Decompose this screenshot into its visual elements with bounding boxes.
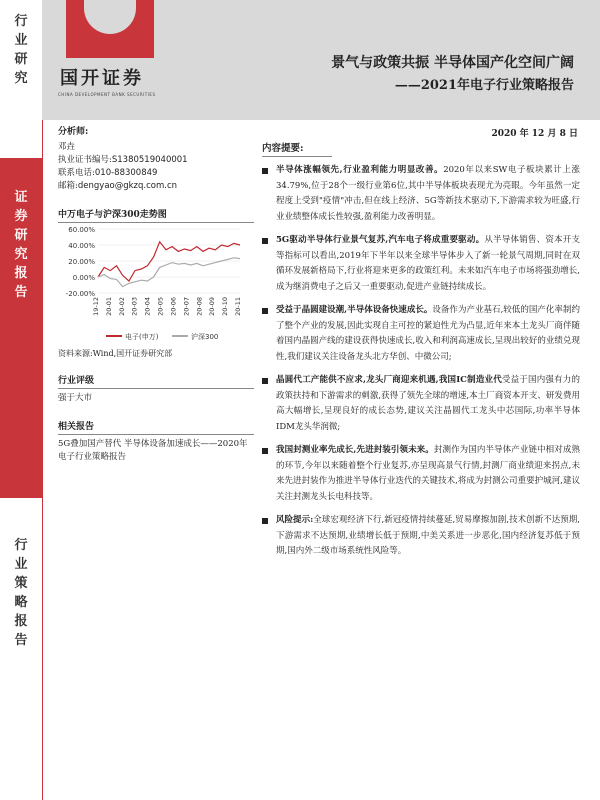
related-report[interactable]: 5G叠加国产替代 半导体设备加速成长——2020年电子行业策略报告 (58, 439, 248, 462)
analyst-heading: 分析师: (58, 127, 89, 137)
logo-text-en: CHINA DEVELOPMENT BANK SECURITIES (58, 92, 156, 97)
risk-bullet: 风险提示:全球宏观经济下行,新冠疫情持续蔓延,贸易摩擦加剧,技术创新不达预期,下游需求不达预期,业绩增长低于预期,中美关系进一步恶化,国内经济复苏低于预期,国内外二级市场系统性风险等。 (262, 513, 580, 560)
x-tick-label: 20-10 (221, 297, 230, 316)
rating-heading: 行业评级 (58, 373, 254, 389)
y-tick-label: 20.00% (68, 258, 95, 266)
report-title: 景气与政策共振 半导体国产化空间广阔 (331, 55, 574, 71)
left-column (58, 124, 254, 464)
x-tick-label: 20-04 (143, 297, 152, 316)
performance-chart (58, 223, 248, 343)
series-line (98, 258, 240, 287)
analyst-cert: 执业证书编号:S1380519040001 (58, 155, 188, 165)
y-tick-label: 60.00% (68, 226, 95, 234)
related-heading: 相关报告 (58, 419, 254, 435)
x-tick-label: 20-08 (195, 297, 204, 316)
analyst-email[interactable]: 邮箱:dengyao@gkzq.com.cn (58, 181, 178, 191)
summary-bullet: 受益于晶圆建设潮,半导体设备快速成长。设备作为产业基石,较低的国产化率制约了整个产业的发展,因此实现自主可控的紧迫性尤为凸显,近年来本土龙头厂商伴随着国内晶圆产线的建设获得快速成长,收入和利润高速成长,呈现出较好的业绩兑现性,我们建议关注设备龙头北方华创、中微公司; (262, 303, 580, 365)
sidebar-middle (0, 158, 42, 498)
analyst-name: 邓垚 (58, 142, 76, 152)
sidebar-bottom (0, 498, 42, 800)
chart-heading: 中万电子与沪深300走势图 (58, 207, 254, 223)
sidebar-top (0, 0, 42, 158)
sidebar-middle-label: 证券研究报告 (14, 190, 28, 300)
summary-heading: 内容提要: (262, 140, 332, 157)
y-tick-label: 40.00% (68, 242, 95, 250)
sidebar-top-label: 行业研究 (14, 14, 28, 86)
summary-bullet: 晶圆代工产能供不应求,龙头厂商迎来机遇,我国IC制造业代受益于国内强有力的政策扶持和下游需求的刺激,获得了领先全球的增速,本土厂商资本开支、研发费用高大幅增长,呈现良好的成长态势,建议关注晶圆代工龙头中芯国际,功率半导体IDM龙头华润微; (262, 373, 580, 435)
y-tick-label: 0.00% (72, 274, 95, 282)
summary-bullet: 半导体涨幅领先,行业盈利能力明显改善。2020年以来SW电子板块累计上涨34.79%,位于28个一级行业第6位,其中半导体板块表现尤为亮眼。今年虽然一定程度上受到"疫情"冲击,但在线上经济、5G等新技术驱动下,下游需求较为旺盛,行业业绩整体成长性较强,盈利能力改善明显。 (262, 163, 580, 225)
x-tick-label: 20-09 (208, 297, 217, 316)
x-tick-label: 20-01 (104, 297, 113, 316)
x-tick-label: 19-12 (92, 297, 100, 316)
logo-text: 国开证券 (60, 68, 144, 89)
legend-label: 电子(申万) (125, 333, 159, 341)
sidebar (0, 0, 42, 800)
legend-label: 沪深300 (191, 333, 219, 341)
summary-column (262, 140, 580, 568)
report-date: 2020 年 12 月 8 日 (491, 129, 578, 139)
x-tick-label: 20-11 (234, 297, 242, 316)
chart-source: 资料来源:Wind,国开证券研究部 (58, 349, 173, 358)
x-tick-label: 20-06 (169, 297, 178, 316)
divider-line (42, 120, 43, 800)
report-subtitle: ——2021年电子行业策略报告 (394, 78, 574, 93)
y-tick-label: -20.00% (65, 290, 95, 298)
x-tick-label: 20-02 (117, 297, 126, 316)
rating-value: 强于大市 (58, 393, 93, 403)
summary-bullet: 5G驱动半导体行业景气复苏,汽车电子将成重要驱动。从半导体销售、资本开支等指标可以看出,2019年下半年以来全球半导体步入了新一轮景气周期,同时在双循环发展新格局下,行业将迎来更多的政策红利。未来如汽车电子市场将强劲增长,成为继消费电子之后又一重要驱动,促进产业链持续成长。 (262, 233, 580, 295)
analyst-phone: 联系电话:010-88300849 (58, 168, 158, 178)
x-tick-label: 20-03 (130, 297, 139, 316)
x-tick-label: 20-07 (182, 297, 191, 316)
summary-bullet: 我国封测业率先成长,先进封装引领未来。封测作为国内半导体产业链中相对成熟的环节,今年以来随着整个行业复苏,亦呈现高景气行情,封测厂商业绩迎来拐点,未来先进封装作为推进半导体行业迭代的关键技术,将成为封测公司重要护城河,建议关注封测龙头长电科技等。 (262, 443, 580, 505)
logo (52, 0, 170, 110)
x-tick-label: 20-05 (156, 297, 165, 316)
sidebar-bottom-label: 行业策略报告 (14, 538, 28, 648)
